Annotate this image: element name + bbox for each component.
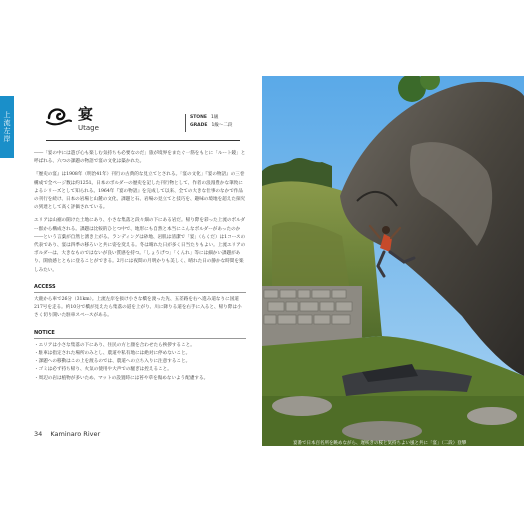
book-title: Kaminaro River (50, 430, 101, 438)
notice-item: ・周辺の岩は植物が多いため、マットの設置時には苔や草を傷めないよう配慮する。 (34, 375, 209, 381)
boulder-photo (262, 76, 524, 446)
grade-box (185, 114, 254, 132)
wave-logo-icon (46, 104, 72, 126)
stone-label: STONE (190, 115, 207, 120)
photo-caption: 宴番で日本百名所を眺めながら、遅咲きの桜と気持ちよい風と共に「宴」（二段）登攀 (293, 441, 467, 446)
page-footer (34, 430, 100, 438)
title-divider (46, 140, 240, 141)
notice-item: ・ゴミは必ず持ち帰り、火気の使用や大声での騒ぎは控えること。 (34, 367, 172, 373)
grade-label: GRADE (190, 123, 208, 128)
access-heading: ACCESS (34, 283, 56, 290)
section-tab: 上流左岸 (0, 96, 14, 158)
notice-item: ・駐車は指定された場所のみとし、農道や私有地には絶対に停めないこと。 (34, 351, 191, 357)
route-title-block (46, 100, 246, 148)
notice-item: ・エリアは小さな集落の下にあり、住民の方と顔を合わせたら挨拶すること。 (34, 342, 195, 348)
page-number: 34 (34, 430, 43, 438)
notice-list (34, 342, 246, 383)
notice-item: ・課題への移動はこの上を渡るのでは、農道への立ち入りに注意すること。 (34, 359, 191, 365)
paragraph: 『歴史の宴』は1908年（明治41年）刊行の古典的な見立てとされる。「宴の文化」『宴の物語』の三巻構成で全ページ数は約1251。日本のボルダーの歴史を記した刊行物として、作者の浪漫豊かな筆致によるシリーズとして知られる。1964年『宴の物語』を完成して以来、全ての大きな仕事のなかで作品の刊行を続け、日本の岩場と山麓の文化、課題と石、岩場の見立てと技巧を、趣味の境地を超えた探究の到達として高く評価されている。 (34, 172, 246, 211)
grade-value: 1級～二段 (211, 123, 233, 128)
body-text (34, 150, 246, 383)
notice-heading: NOTICE (34, 329, 55, 336)
stone-value: 1級 (210, 115, 219, 120)
paragraph: エリアは山裾の開けた土地にあり、小さな集落と段々畑の下にある岩だ。帰り際を彩った上流のボルダー群から構成される。課題は比較的ひとつ中で、地形にも自然と本当にこんなボルダーがあったのか――という言葉が自然と湧き上がる。ランディングは砂地、岩肌は清潔で「宴」（らくだ）は1コースの代表であり、宴は四季の移ろいと共に姿を変える。冬は晴れた日が多く日当たりもよい。上流エリアのボルダーは、大きなものではないが良い質感を持つ。「しょうげつ」「くんれ」等には細かい課題があり、開放感とともに登ることができる。2月には夜間の月明かりも美しく、晴れた日の静かな時間を楽しみたい。 (34, 218, 246, 273)
access-divider (34, 292, 246, 293)
left-page (0, 76, 254, 446)
route-title-romaji: Utage (78, 124, 99, 132)
paragraph: ――「宴の中には遊び心も楽しむ気持ちも必要なのだ」旅が境界をまたぐ一筋をもとに「ルート鏡」と呼ばれる、六つの課題の物語で宴の文化は築かれた。 (34, 151, 246, 165)
route-title: 宴 (78, 105, 94, 123)
access-text: 大鹿から車で26分（31km）。上流左岸を抜け小さな橋を渡った先、五差路を右へ進み道なりに国道217号を走る。約10分で橋が見えたら集落の道を上がり、川に降りる道を右手に入ると、帰り際は小さく切り開いた駐車スペースがある。 (34, 297, 242, 319)
notice-divider (34, 338, 246, 339)
